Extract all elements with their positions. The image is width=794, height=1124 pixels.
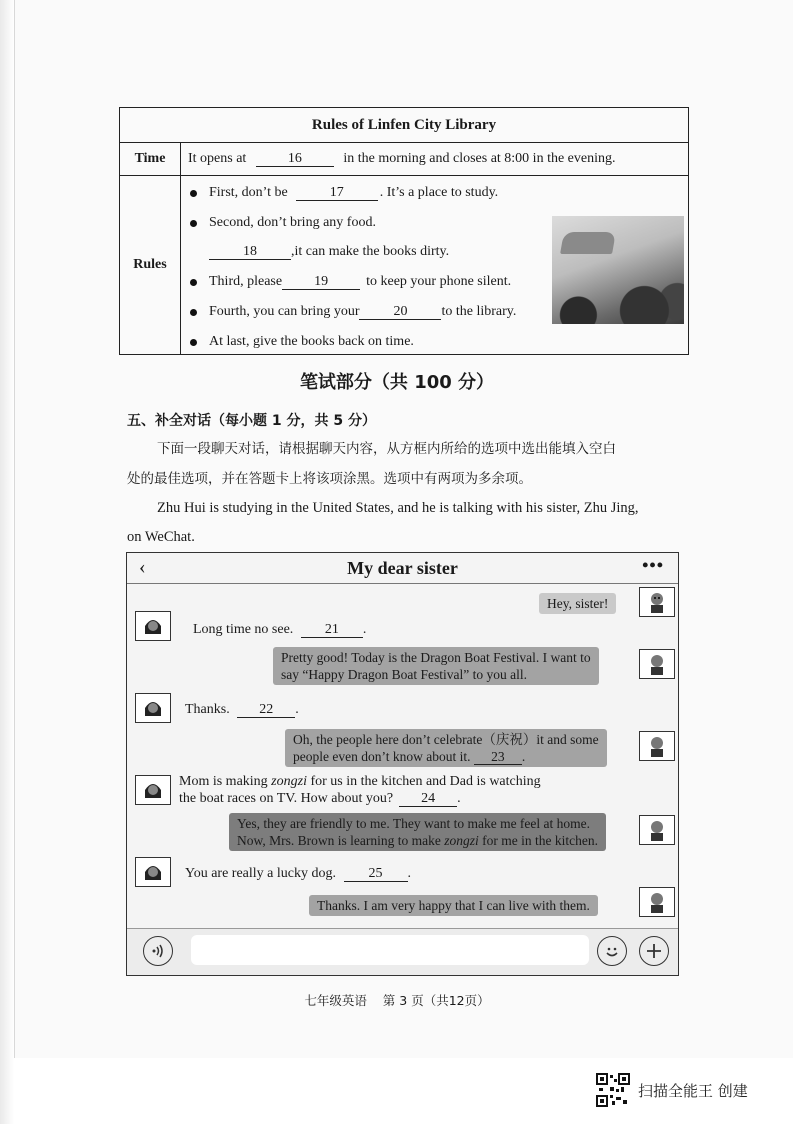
rules-content	[181, 176, 688, 354]
rule-text: to the library.	[441, 304, 517, 319]
time-row	[120, 143, 688, 176]
rule-text: to keep your phone silent.	[366, 274, 512, 289]
rule-text: ,it can make the books dirty.	[291, 244, 450, 259]
message-text: Yes, they are friendly to me. They want to make me feel at home.	[237, 816, 591, 831]
plus-icon[interactable]	[639, 936, 669, 966]
message-4: Thanks. 22 .	[185, 702, 299, 717]
blank-16: 16	[256, 151, 334, 167]
time-text-after: in the morning and closes at 8:00 in the evening.	[343, 151, 616, 166]
footer-subject: 七年级英语	[304, 993, 367, 1008]
scanner-watermark	[596, 1073, 748, 1107]
message-8: You are really a lucky dog. 25 .	[185, 866, 411, 881]
instruction-line-2: 处的最佳选项，并在答题卡上将该项涂黑。选项中有两项为多余项。	[127, 471, 532, 487]
avatar-icon	[135, 857, 171, 887]
message-text: people even don’t know about it.	[293, 749, 471, 764]
avatar-icon	[639, 815, 675, 845]
avatar-icon	[639, 649, 675, 679]
message-text: Pretty good! Today is the Dragon Boat Festival. I want to	[281, 650, 591, 665]
message-text: Thanks.	[185, 702, 230, 717]
wechat-window	[126, 552, 679, 976]
message-input[interactable]	[191, 935, 589, 965]
back-icon[interactable]: ‹	[139, 556, 146, 578]
rule-item-5	[190, 334, 414, 350]
message-bubble-1: Hey, sister!	[539, 593, 616, 614]
message-text: for me in the kitchen.	[478, 833, 598, 848]
more-icon[interactable]: •••	[642, 555, 664, 575]
footer-page-number: 第 3 页（共12页）	[382, 993, 490, 1008]
rule-item-3	[190, 274, 511, 290]
rule-text: First, don’t be	[209, 185, 288, 200]
bullet-icon	[190, 220, 197, 227]
message-bubble-5: Oh, the people here don’t celebrate（庆祝）it and some people even don’t know about it. 23 .	[285, 729, 607, 767]
page-footer	[0, 991, 794, 1009]
blank-18: 18	[209, 244, 291, 260]
avatar-icon	[135, 611, 171, 641]
blank-21: 21	[301, 622, 363, 638]
avatar-icon	[639, 731, 675, 761]
blank-22: 22	[237, 702, 295, 718]
message-text: Now, Mrs. Brown is learning to make	[237, 833, 445, 848]
rule-item-1	[190, 185, 498, 201]
voice-icon[interactable]	[143, 936, 173, 966]
time-text-before: It opens at	[188, 151, 247, 166]
page-margin	[0, 0, 14, 1124]
bullet-icon	[190, 279, 197, 286]
blank-17: 17	[296, 185, 378, 201]
message-bubble-9: Thanks. I am very happy that I can live with them.	[309, 895, 598, 916]
blank-20: 20	[359, 304, 441, 320]
blank-19: 19	[282, 274, 360, 290]
avatar-icon	[135, 775, 171, 805]
rules-label: Rules	[120, 176, 181, 354]
rule-text: Third, please	[209, 274, 283, 289]
message-text: say “Happy Dragon Boat Festival” to you all.	[281, 667, 527, 682]
message-text: Mom is making	[179, 774, 272, 789]
scanner-brand-text: 扫描全能王 创建	[638, 1081, 748, 1100]
rule-item-2	[190, 215, 376, 231]
message-text: Long time no see.	[193, 622, 294, 637]
chat-title: My dear sister	[347, 557, 458, 578]
time-content	[181, 143, 688, 175]
message-text-italic: zongzi	[271, 774, 307, 789]
avatar-icon	[135, 693, 171, 723]
bullet-icon	[190, 339, 197, 346]
message-bubble-7	[229, 813, 606, 851]
message-text: You are really a lucky dog.	[185, 866, 336, 881]
message-text-italic: zongzi	[444, 833, 479, 848]
blank-24: 24	[399, 791, 457, 807]
rule-item-2-cont	[209, 244, 449, 260]
message-text: Oh, the people here don’t celebrate（庆祝）it and some	[293, 732, 599, 747]
emoji-icon[interactable]	[597, 936, 627, 966]
avatar-icon	[639, 587, 675, 617]
message-6: Mom is making zongzi for us in the kitchen and Dad is watching the boat races on TV. How about you? 24 .	[179, 774, 541, 806]
table-title: Rules of Linfen City Library	[120, 108, 688, 143]
instruction-line-1: 下面一段聊天对话，请根据聊天内容，从方框内所给的选项中选出能填入空白	[157, 441, 616, 457]
message-2: Long time no see. 21 .	[193, 622, 367, 637]
dialogue-intro	[127, 494, 672, 552]
message-text: the boat races on TV. How about you?	[179, 791, 394, 806]
blank-23: 23	[474, 749, 522, 765]
rule-text: Fourth, you can bring your	[209, 304, 360, 319]
intro-line-2: on WeChat.	[127, 529, 195, 545]
rule-text: . It’s a place to study.	[379, 185, 499, 200]
qr-code-icon	[596, 1073, 630, 1107]
written-section-title: 笔试部分（共 100 分）	[299, 372, 495, 393]
rule-text: At last, give the books back on time.	[209, 334, 414, 349]
rule-text: Second, don’t bring any food.	[209, 215, 376, 230]
blank-25: 25	[344, 866, 408, 882]
library-rules-table	[119, 107, 689, 355]
time-label: Time	[120, 143, 181, 175]
bullet-icon	[190, 309, 197, 316]
bullet-icon	[190, 190, 197, 197]
section-heading: 五、补全对话（每小题 1 分，共 5 分）	[127, 413, 376, 429]
avatar-icon	[639, 887, 675, 917]
intro-line-1: Zhu Hui is studying in the United States, and he is talking with his sister, Zhu Jing,	[157, 500, 639, 516]
rule-item-4	[190, 304, 516, 320]
library-photo	[552, 216, 684, 324]
rules-row	[120, 176, 688, 354]
instructions	[127, 434, 672, 494]
message-text: for us in the kitchen and Dad is watching	[306, 774, 541, 789]
chat-input-bar	[127, 928, 678, 975]
message-bubble-3	[273, 647, 599, 685]
chat-header	[127, 553, 678, 584]
